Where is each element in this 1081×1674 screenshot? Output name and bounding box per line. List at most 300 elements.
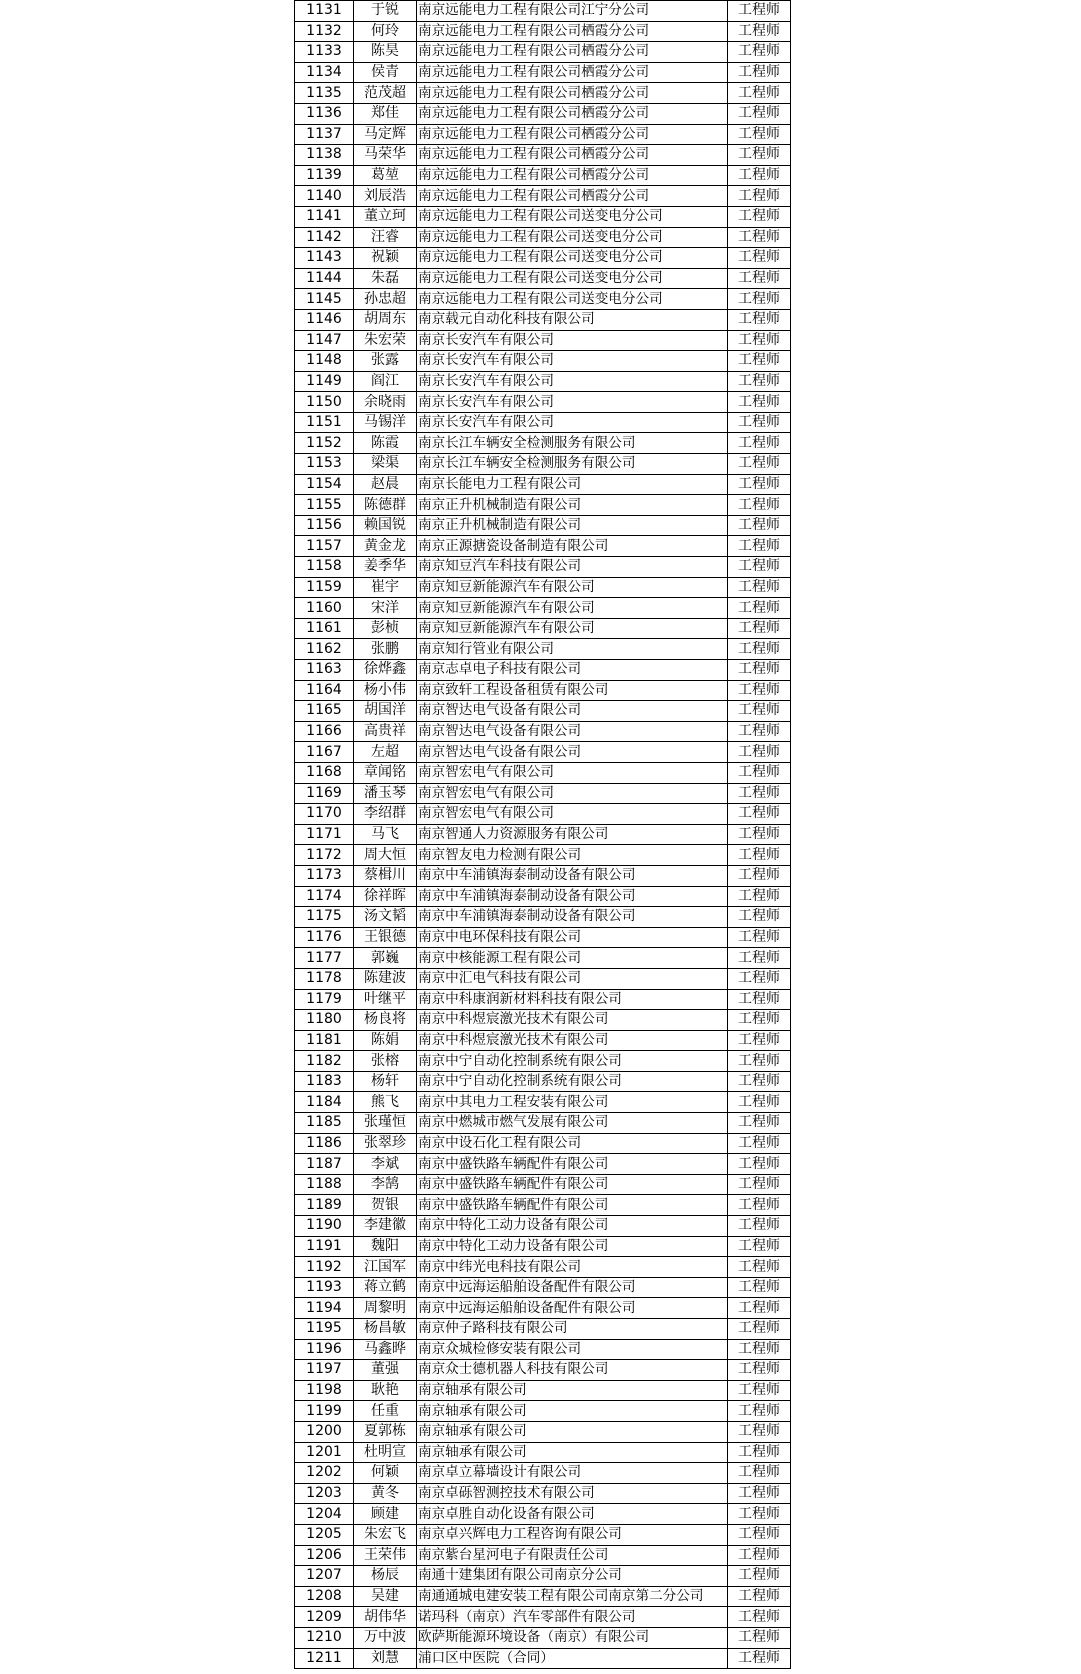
table-row bbox=[295, 474, 791, 495]
title-cell: 工程师 bbox=[728, 124, 791, 145]
person-name: 胡周东 bbox=[354, 309, 417, 330]
person-name: 张瑾恒 bbox=[354, 1113, 417, 1134]
row-number: 1140 bbox=[295, 186, 354, 207]
title-cell: 工程师 bbox=[728, 680, 791, 701]
person-name: 宋洋 bbox=[354, 598, 417, 619]
title-cell: 工程师 bbox=[728, 412, 791, 433]
organization-name: 南京长江车辆安全检测服务有限公司 bbox=[417, 454, 728, 475]
row-number: 1131 bbox=[295, 1, 354, 22]
title-cell: 工程师 bbox=[728, 42, 791, 63]
title-cell: 工程师 bbox=[728, 701, 791, 722]
organization-name: 南京长安汽车有限公司 bbox=[417, 371, 728, 392]
table-row bbox=[295, 1030, 791, 1051]
table-row bbox=[295, 42, 791, 63]
person-name: 吴建 bbox=[354, 1586, 417, 1607]
organization-name: 南京智宏电气有限公司 bbox=[417, 804, 728, 825]
row-number: 1209 bbox=[295, 1607, 354, 1628]
organization-name: 南京智宏电气有限公司 bbox=[417, 783, 728, 804]
row-number: 1184 bbox=[295, 1092, 354, 1113]
table-row bbox=[295, 1298, 791, 1319]
title-cell: 工程师 bbox=[728, 1401, 791, 1422]
organization-name: 南京中盛铁路车辆配件有限公司 bbox=[417, 1195, 728, 1216]
person-name: 彭桢 bbox=[354, 618, 417, 639]
table-row bbox=[295, 824, 791, 845]
organization-name: 南京正源搪瓷设备制造有限公司 bbox=[417, 536, 728, 557]
table-row bbox=[295, 1277, 791, 1298]
organization-name: 南京知行管业有限公司 bbox=[417, 639, 728, 660]
title-cell: 工程师 bbox=[728, 1545, 791, 1566]
title-cell: 工程师 bbox=[728, 1483, 791, 1504]
table-row bbox=[295, 762, 791, 783]
person-name: 马荣华 bbox=[354, 145, 417, 166]
table-row bbox=[295, 577, 791, 598]
row-number: 1146 bbox=[295, 309, 354, 330]
title-cell: 工程师 bbox=[728, 1648, 791, 1669]
roster-body bbox=[295, 1, 791, 1669]
person-name: 万中波 bbox=[354, 1627, 417, 1648]
title-cell: 工程师 bbox=[728, 309, 791, 330]
row-number: 1180 bbox=[295, 1010, 354, 1031]
table-row bbox=[295, 721, 791, 742]
row-number: 1171 bbox=[295, 824, 354, 845]
title-cell: 工程师 bbox=[728, 1463, 791, 1484]
person-name: 李建徽 bbox=[354, 1216, 417, 1237]
person-name: 张翠珍 bbox=[354, 1133, 417, 1154]
title-cell: 工程师 bbox=[728, 1216, 791, 1237]
table-row bbox=[295, 248, 791, 269]
row-number: 1154 bbox=[295, 474, 354, 495]
title-cell: 工程师 bbox=[728, 21, 791, 42]
title-cell: 工程师 bbox=[728, 783, 791, 804]
title-cell: 工程师 bbox=[728, 62, 791, 83]
title-cell: 工程师 bbox=[728, 103, 791, 124]
person-name: 汤文韬 bbox=[354, 907, 417, 928]
row-number: 1143 bbox=[295, 248, 354, 269]
person-name: 杨轩 bbox=[354, 1071, 417, 1092]
row-number: 1165 bbox=[295, 701, 354, 722]
organization-name: 南京中宁自动化控制系统有限公司 bbox=[417, 1071, 728, 1092]
person-name: 梁渠 bbox=[354, 454, 417, 475]
person-name: 张露 bbox=[354, 351, 417, 372]
title-cell: 工程师 bbox=[728, 1071, 791, 1092]
table-row bbox=[295, 536, 791, 557]
title-cell: 工程师 bbox=[728, 1566, 791, 1587]
title-cell: 工程师 bbox=[728, 1421, 791, 1442]
organization-name: 南京知豆新能源汽车有限公司 bbox=[417, 577, 728, 598]
row-number: 1181 bbox=[295, 1030, 354, 1051]
row-number: 1132 bbox=[295, 21, 354, 42]
title-cell: 工程师 bbox=[728, 1113, 791, 1134]
organization-name: 南京中车浦镇海泰制动设备有限公司 bbox=[417, 886, 728, 907]
person-name: 朱宏飞 bbox=[354, 1524, 417, 1545]
title-cell: 工程师 bbox=[728, 536, 791, 557]
row-number: 1164 bbox=[295, 680, 354, 701]
organization-name: 南京轴承有限公司 bbox=[417, 1401, 728, 1422]
organization-name: 欧萨斯能源环境设备（南京）有限公司 bbox=[417, 1627, 728, 1648]
organization-name: 南京中车浦镇海泰制动设备有限公司 bbox=[417, 865, 728, 886]
row-number: 1199 bbox=[295, 1401, 354, 1422]
title-cell: 工程师 bbox=[728, 433, 791, 454]
person-name: 魏阳 bbox=[354, 1236, 417, 1257]
row-number: 1133 bbox=[295, 42, 354, 63]
organization-name: 南京长安汽车有限公司 bbox=[417, 330, 728, 351]
organization-name: 南京知豆新能源汽车有限公司 bbox=[417, 618, 728, 639]
table-row bbox=[295, 371, 791, 392]
table-row bbox=[295, 865, 791, 886]
table-row bbox=[295, 639, 791, 660]
row-number: 1207 bbox=[295, 1566, 354, 1587]
title-cell: 工程师 bbox=[728, 392, 791, 413]
row-number: 1139 bbox=[295, 165, 354, 186]
person-name: 陈霞 bbox=[354, 433, 417, 454]
row-number: 1149 bbox=[295, 371, 354, 392]
organization-name: 南京中核能源工程有限公司 bbox=[417, 948, 728, 969]
table-row bbox=[295, 330, 791, 351]
title-cell: 工程师 bbox=[728, 454, 791, 475]
organization-name: 南京载元自动化科技有限公司 bbox=[417, 309, 728, 330]
organization-name: 南京中特化工动力设备有限公司 bbox=[417, 1216, 728, 1237]
person-name: 江国军 bbox=[354, 1257, 417, 1278]
organization-name: 南京卓砾智测控技术有限公司 bbox=[417, 1483, 728, 1504]
organization-name: 南京正升机械制造有限公司 bbox=[417, 515, 728, 536]
person-name: 潘玉琴 bbox=[354, 783, 417, 804]
organization-name: 南京智宏电气有限公司 bbox=[417, 762, 728, 783]
table-row bbox=[295, 804, 791, 825]
table-row bbox=[295, 495, 791, 516]
title-cell: 工程师 bbox=[728, 1236, 791, 1257]
person-name: 贺银 bbox=[354, 1195, 417, 1216]
title-cell: 工程师 bbox=[728, 268, 791, 289]
table-row bbox=[295, 1442, 791, 1463]
row-number: 1152 bbox=[295, 433, 354, 454]
title-cell: 工程师 bbox=[728, 598, 791, 619]
organization-name: 南京众城检修安装有限公司 bbox=[417, 1339, 728, 1360]
table-row bbox=[295, 454, 791, 475]
organization-name: 南京长安汽车有限公司 bbox=[417, 392, 728, 413]
table-row bbox=[295, 1566, 791, 1587]
table-row bbox=[295, 1463, 791, 1484]
title-cell: 工程师 bbox=[728, 1030, 791, 1051]
row-number: 1160 bbox=[295, 598, 354, 619]
title-cell: 工程师 bbox=[728, 968, 791, 989]
organization-name: 南京紫台星河电子有限责任公司 bbox=[417, 1545, 728, 1566]
table-row bbox=[295, 1, 791, 22]
person-name: 葛堃 bbox=[354, 165, 417, 186]
organization-name: 南京中宁自动化控制系统有限公司 bbox=[417, 1051, 728, 1072]
organization-name: 南京远能电力工程有限公司栖霞分公司 bbox=[417, 42, 728, 63]
person-name: 侯青 bbox=[354, 62, 417, 83]
row-number: 1179 bbox=[295, 989, 354, 1010]
table-row bbox=[295, 1319, 791, 1340]
table-row bbox=[295, 515, 791, 536]
title-cell: 工程师 bbox=[728, 1339, 791, 1360]
person-name: 陈德群 bbox=[354, 495, 417, 516]
title-cell: 工程师 bbox=[728, 515, 791, 536]
table-row bbox=[295, 1380, 791, 1401]
organization-name: 南京轴承有限公司 bbox=[417, 1380, 728, 1401]
organization-name: 南京中科康润新材料科技有限公司 bbox=[417, 989, 728, 1010]
organization-name: 南京中电环保科技有限公司 bbox=[417, 927, 728, 948]
title-cell: 工程师 bbox=[728, 495, 791, 516]
table-row bbox=[295, 145, 791, 166]
table-row bbox=[295, 968, 791, 989]
row-number: 1156 bbox=[295, 515, 354, 536]
title-cell: 工程师 bbox=[728, 206, 791, 227]
row-number: 1198 bbox=[295, 1380, 354, 1401]
organization-name: 浦口区中医院（合同） bbox=[417, 1648, 728, 1669]
title-cell: 工程师 bbox=[728, 948, 791, 969]
title-cell: 工程师 bbox=[728, 742, 791, 763]
person-name: 范茂超 bbox=[354, 83, 417, 104]
row-number: 1194 bbox=[295, 1298, 354, 1319]
table-row bbox=[295, 989, 791, 1010]
table-row bbox=[295, 206, 791, 227]
organization-name: 南京轴承有限公司 bbox=[417, 1421, 728, 1442]
row-number: 1173 bbox=[295, 865, 354, 886]
table-row bbox=[295, 392, 791, 413]
person-name: 顾建 bbox=[354, 1504, 417, 1525]
organization-name: 南京中科煜宸激光技术有限公司 bbox=[417, 1030, 728, 1051]
table-row bbox=[295, 21, 791, 42]
table-row bbox=[295, 1174, 791, 1195]
row-number: 1203 bbox=[295, 1483, 354, 1504]
table-row bbox=[295, 1339, 791, 1360]
row-number: 1197 bbox=[295, 1360, 354, 1381]
person-name: 朱宏荣 bbox=[354, 330, 417, 351]
organization-name: 南京中燃城市燃气发展有限公司 bbox=[417, 1113, 728, 1134]
organization-name: 南京远能电力工程有限公司栖霞分公司 bbox=[417, 165, 728, 186]
title-cell: 工程师 bbox=[728, 289, 791, 310]
person-name: 董立珂 bbox=[354, 206, 417, 227]
table-row bbox=[295, 1195, 791, 1216]
table-row bbox=[295, 783, 791, 804]
table-row bbox=[295, 1607, 791, 1628]
row-number: 1141 bbox=[295, 206, 354, 227]
table-row bbox=[295, 309, 791, 330]
title-cell: 工程师 bbox=[728, 907, 791, 928]
organization-name: 南京志卓电子科技有限公司 bbox=[417, 660, 728, 681]
table-row bbox=[295, 1586, 791, 1607]
organization-name: 南京中远海运船舶设备配件有限公司 bbox=[417, 1298, 728, 1319]
row-number: 1191 bbox=[295, 1236, 354, 1257]
row-number: 1205 bbox=[295, 1524, 354, 1545]
person-name: 李鹄 bbox=[354, 1174, 417, 1195]
row-number: 1159 bbox=[295, 577, 354, 598]
title-cell: 工程师 bbox=[728, 824, 791, 845]
table-row bbox=[295, 907, 791, 928]
table-row bbox=[295, 557, 791, 578]
table-row bbox=[295, 351, 791, 372]
title-cell: 工程师 bbox=[728, 845, 791, 866]
organization-name: 诺玛科（南京）汽车零部件有限公司 bbox=[417, 1607, 728, 1628]
organization-name: 南京卓胜自动化设备有限公司 bbox=[417, 1504, 728, 1525]
title-cell: 工程师 bbox=[728, 762, 791, 783]
title-cell: 工程师 bbox=[728, 165, 791, 186]
organization-name: 南京中纬光电科技有限公司 bbox=[417, 1257, 728, 1278]
title-cell: 工程师 bbox=[728, 721, 791, 742]
person-name: 高贵祥 bbox=[354, 721, 417, 742]
title-cell: 工程师 bbox=[728, 474, 791, 495]
title-cell: 工程师 bbox=[728, 557, 791, 578]
title-cell: 工程师 bbox=[728, 1298, 791, 1319]
row-number: 1155 bbox=[295, 495, 354, 516]
person-name: 章闻铭 bbox=[354, 762, 417, 783]
organization-name: 南京卓立幕墙设计有限公司 bbox=[417, 1463, 728, 1484]
organization-name: 南京长江车辆安全检测服务有限公司 bbox=[417, 433, 728, 454]
organization-name: 南京中远海运船舶设备配件有限公司 bbox=[417, 1277, 728, 1298]
person-name: 马定辉 bbox=[354, 124, 417, 145]
title-cell: 工程师 bbox=[728, 865, 791, 886]
organization-name: 南京远能电力工程有限公司江宁分公司 bbox=[417, 1, 728, 22]
row-number: 1186 bbox=[295, 1133, 354, 1154]
person-name: 周黎明 bbox=[354, 1298, 417, 1319]
person-name: 胡伟华 bbox=[354, 1607, 417, 1628]
person-name: 郭巍 bbox=[354, 948, 417, 969]
title-cell: 工程师 bbox=[728, 639, 791, 660]
table-row bbox=[295, 845, 791, 866]
table-row bbox=[295, 103, 791, 124]
person-name: 郑佳 bbox=[354, 103, 417, 124]
row-number: 1136 bbox=[295, 103, 354, 124]
person-name: 黄金龙 bbox=[354, 536, 417, 557]
person-name: 何玲 bbox=[354, 21, 417, 42]
title-cell: 工程师 bbox=[728, 248, 791, 269]
organization-name: 南京中其电力工程安装有限公司 bbox=[417, 1092, 728, 1113]
organization-name: 南京中科煜宸激光技术有限公司 bbox=[417, 1010, 728, 1031]
organization-name: 南京中盛铁路车辆配件有限公司 bbox=[417, 1154, 728, 1175]
person-name: 赖国锐 bbox=[354, 515, 417, 536]
person-name: 赵晨 bbox=[354, 474, 417, 495]
person-name: 叶继平 bbox=[354, 989, 417, 1010]
row-number: 1161 bbox=[295, 618, 354, 639]
row-number: 1188 bbox=[295, 1174, 354, 1195]
row-number: 1174 bbox=[295, 886, 354, 907]
row-number: 1210 bbox=[295, 1627, 354, 1648]
organization-name: 南京中特化工动力设备有限公司 bbox=[417, 1236, 728, 1257]
row-number: 1168 bbox=[295, 762, 354, 783]
organization-name: 南京知豆新能源汽车有限公司 bbox=[417, 598, 728, 619]
table-row bbox=[295, 1504, 791, 1525]
row-number: 1190 bbox=[295, 1216, 354, 1237]
table-row bbox=[295, 1051, 791, 1072]
person-name: 马鑫晔 bbox=[354, 1339, 417, 1360]
row-number: 1182 bbox=[295, 1051, 354, 1072]
organization-name: 南京远能电力工程有限公司栖霞分公司 bbox=[417, 83, 728, 104]
table-row bbox=[295, 1545, 791, 1566]
title-cell: 工程师 bbox=[728, 1627, 791, 1648]
organization-name: 南京知豆汽车科技有限公司 bbox=[417, 557, 728, 578]
organization-name: 南京智友电力检测有限公司 bbox=[417, 845, 728, 866]
title-cell: 工程师 bbox=[728, 1277, 791, 1298]
title-cell: 工程师 bbox=[728, 1504, 791, 1525]
organization-name: 南京中车浦镇海泰制动设备有限公司 bbox=[417, 907, 728, 928]
person-name: 杨辰 bbox=[354, 1566, 417, 1587]
title-cell: 工程师 bbox=[728, 618, 791, 639]
organization-name: 南通通城电建安装工程有限公司南京第二分公司 bbox=[417, 1586, 728, 1607]
organization-name: 南京轴承有限公司 bbox=[417, 1442, 728, 1463]
organization-name: 南京卓兴辉电力工程咨询有限公司 bbox=[417, 1524, 728, 1545]
row-number: 1178 bbox=[295, 968, 354, 989]
title-cell: 工程师 bbox=[728, 660, 791, 681]
row-number: 1163 bbox=[295, 660, 354, 681]
table-row bbox=[295, 701, 791, 722]
row-number: 1167 bbox=[295, 742, 354, 763]
roster-table bbox=[294, 0, 791, 1669]
table-row bbox=[295, 1401, 791, 1422]
table-row bbox=[295, 1627, 791, 1648]
person-name: 蔡楫川 bbox=[354, 865, 417, 886]
title-cell: 工程师 bbox=[728, 886, 791, 907]
row-number: 1170 bbox=[295, 804, 354, 825]
title-cell: 工程师 bbox=[728, 1380, 791, 1401]
row-number: 1157 bbox=[295, 536, 354, 557]
table-row bbox=[295, 83, 791, 104]
title-cell: 工程师 bbox=[728, 1195, 791, 1216]
person-name: 胡国洋 bbox=[354, 701, 417, 722]
organization-name: 南京智达电气设备有限公司 bbox=[417, 721, 728, 742]
person-name: 余晓雨 bbox=[354, 392, 417, 413]
organization-name: 南京远能电力工程有限公司送变电分公司 bbox=[417, 248, 728, 269]
title-cell: 工程师 bbox=[728, 1, 791, 22]
organization-name: 南京远能电力工程有限公司送变电分公司 bbox=[417, 206, 728, 227]
table-row bbox=[295, 742, 791, 763]
title-cell: 工程师 bbox=[728, 1092, 791, 1113]
person-name: 王荣伟 bbox=[354, 1545, 417, 1566]
person-name: 崔宇 bbox=[354, 577, 417, 598]
person-name: 蒋立鹤 bbox=[354, 1277, 417, 1298]
row-number: 1201 bbox=[295, 1442, 354, 1463]
organization-name: 南京中盛铁路车辆配件有限公司 bbox=[417, 1174, 728, 1195]
person-name: 周大恒 bbox=[354, 845, 417, 866]
person-name: 李绍群 bbox=[354, 804, 417, 825]
table-row bbox=[295, 660, 791, 681]
organization-name: 南京长安汽车有限公司 bbox=[417, 412, 728, 433]
title-cell: 工程师 bbox=[728, 1586, 791, 1607]
table-row bbox=[295, 680, 791, 701]
person-name: 陈建波 bbox=[354, 968, 417, 989]
row-number: 1204 bbox=[295, 1504, 354, 1525]
table-row bbox=[295, 1113, 791, 1134]
table-row bbox=[295, 227, 791, 248]
title-cell: 工程师 bbox=[728, 989, 791, 1010]
title-cell: 工程师 bbox=[728, 1524, 791, 1545]
table-row bbox=[295, 1092, 791, 1113]
row-number: 1200 bbox=[295, 1421, 354, 1442]
row-number: 1153 bbox=[295, 454, 354, 475]
person-name: 左超 bbox=[354, 742, 417, 763]
organization-name: 南通十建集团有限公司南京分公司 bbox=[417, 1566, 728, 1587]
row-number: 1202 bbox=[295, 1463, 354, 1484]
row-number: 1158 bbox=[295, 557, 354, 578]
row-number: 1138 bbox=[295, 145, 354, 166]
person-name: 孙忠超 bbox=[354, 289, 417, 310]
title-cell: 工程师 bbox=[728, 1257, 791, 1278]
person-name: 杨良将 bbox=[354, 1010, 417, 1031]
title-cell: 工程师 bbox=[728, 1607, 791, 1628]
title-cell: 工程师 bbox=[728, 330, 791, 351]
person-name: 任重 bbox=[354, 1401, 417, 1422]
row-number: 1151 bbox=[295, 412, 354, 433]
organization-name: 南京远能电力工程有限公司送变电分公司 bbox=[417, 268, 728, 289]
title-cell: 工程师 bbox=[728, 227, 791, 248]
row-number: 1193 bbox=[295, 1277, 354, 1298]
table-row bbox=[295, 1010, 791, 1031]
person-name: 耿艳 bbox=[354, 1380, 417, 1401]
row-number: 1142 bbox=[295, 227, 354, 248]
table-row bbox=[295, 927, 791, 948]
row-number: 1211 bbox=[295, 1648, 354, 1669]
title-cell: 工程师 bbox=[728, 351, 791, 372]
